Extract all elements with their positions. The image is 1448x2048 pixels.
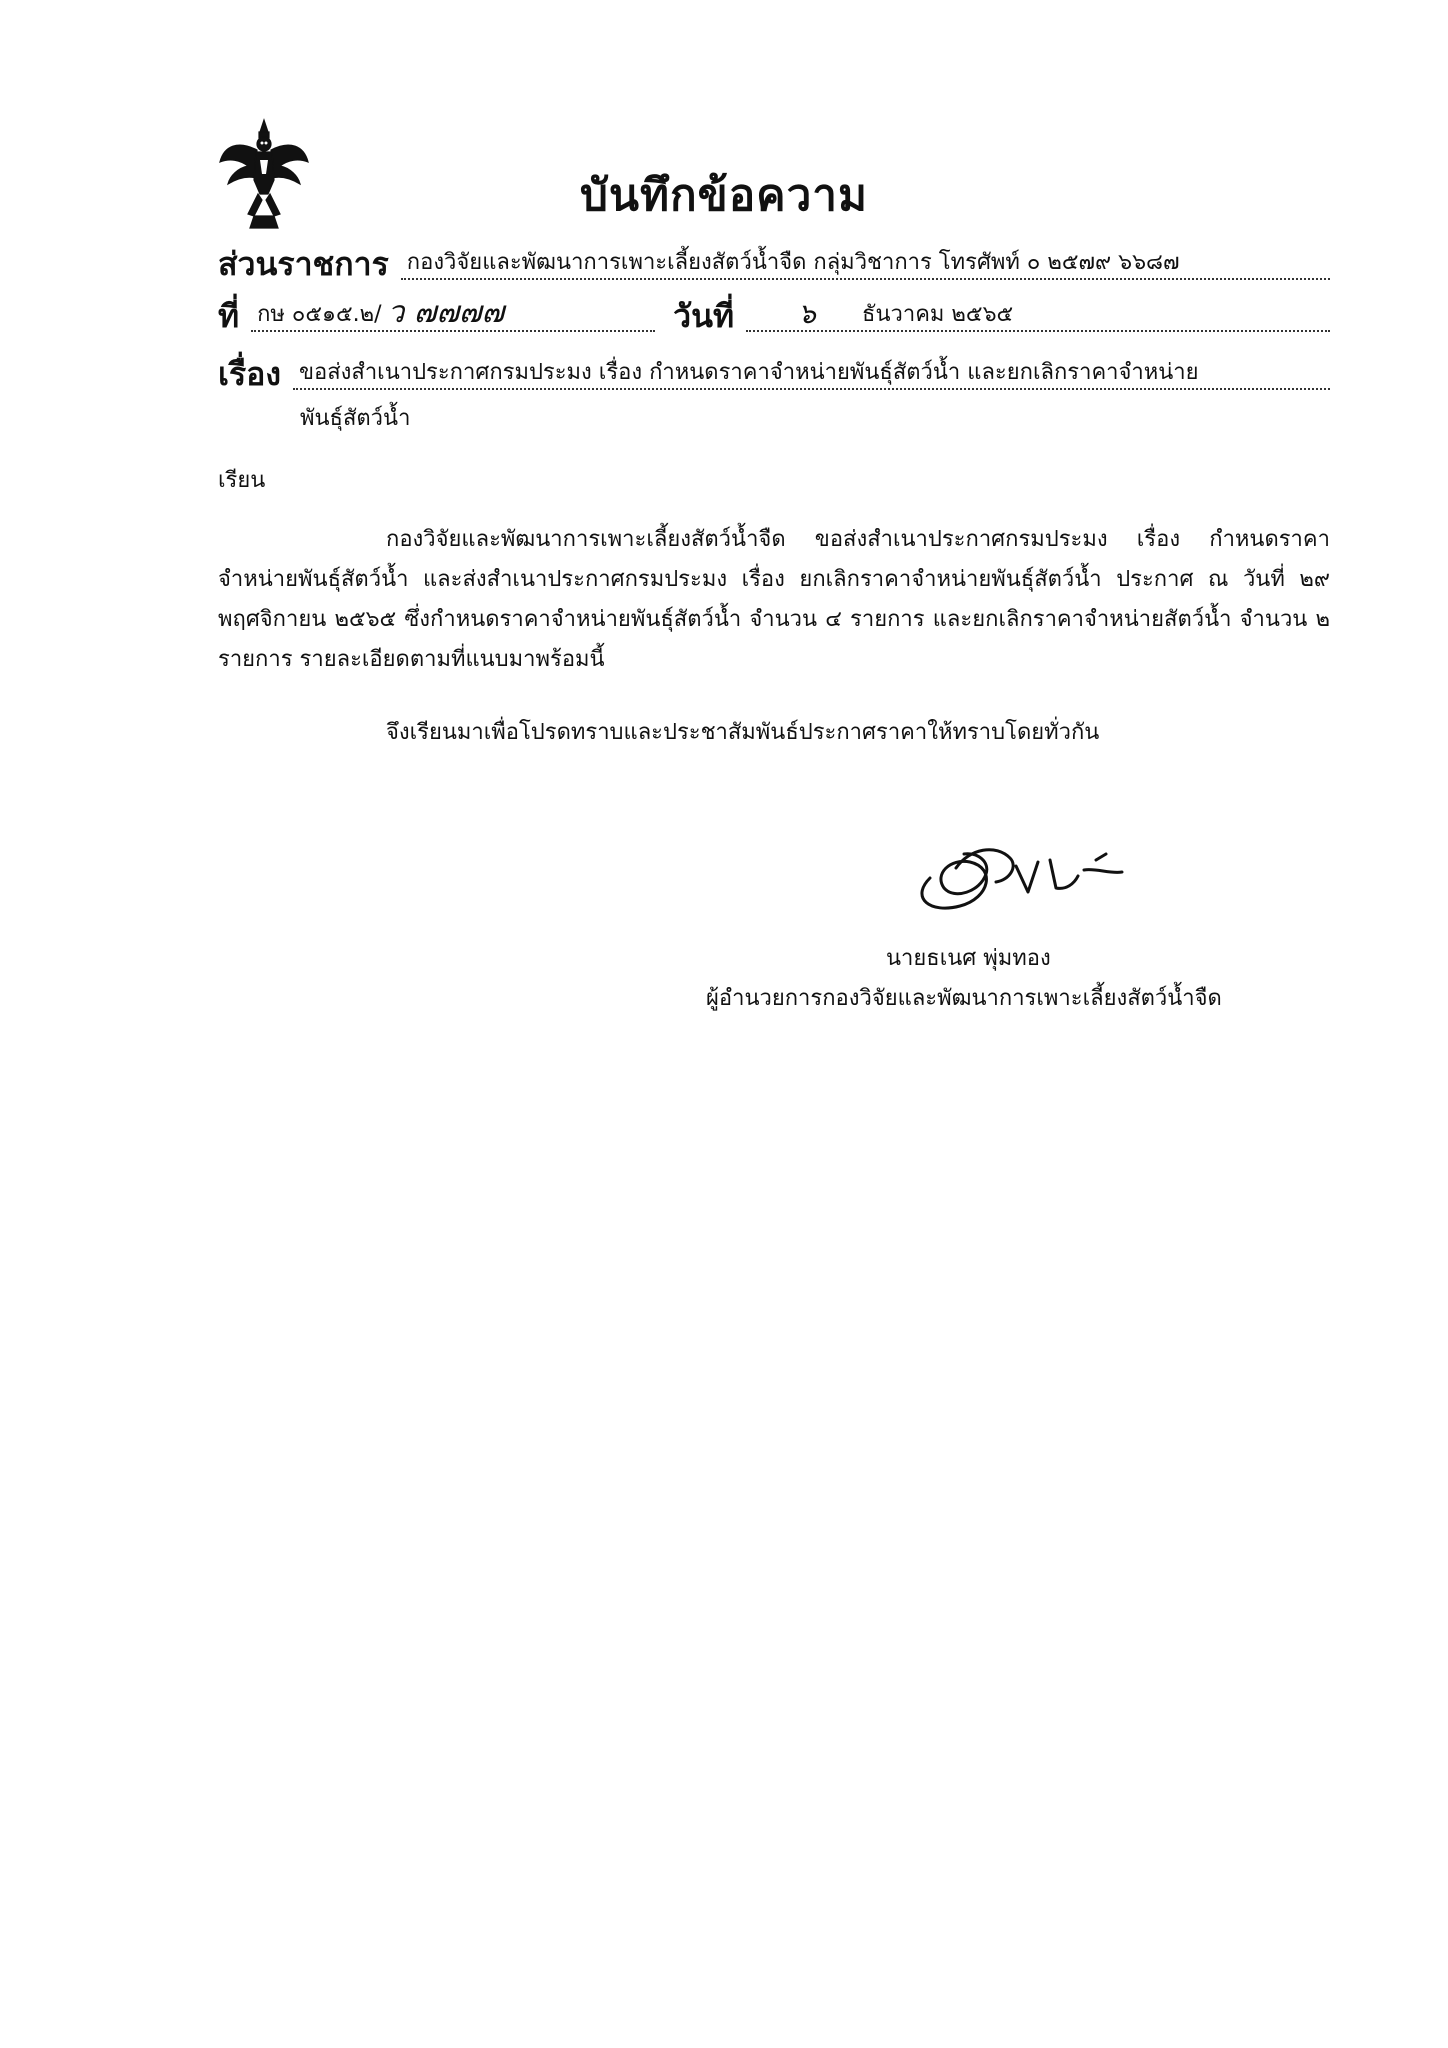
handwritten-signature — [900, 818, 1130, 918]
number-date-row — [218, 284, 1330, 335]
agency-label: ส่วนราชการ — [218, 245, 389, 283]
date-field — [746, 296, 1330, 332]
subject-row — [218, 342, 1330, 393]
subject-line-2: พันธุ์สัตว์น้ำ — [300, 406, 411, 431]
subject-label: เรื่อง — [218, 355, 281, 393]
handwritten-day: ๖ — [798, 296, 816, 330]
body-paragraph — [218, 520, 1330, 680]
subject-line-1: ขอส่งสำเนาประกาศกรมประมง เรื่อง กำหนดราคาจำหน่ายพันธุ์สัตว์น้ำ และยกเลิกราคาจำหน่าย — [293, 362, 1330, 390]
date-label: วันที่ — [673, 297, 735, 335]
agency-row — [218, 232, 1330, 283]
closing-line: จึงเรียนมาเพื่อโปรดทราบและประชาสัมพันธ์ประกาศราคาให้ทราบโดยทั่วกัน — [386, 720, 1100, 745]
signer-name: นายธเนศ พุ่มทอง — [886, 946, 1051, 971]
agency-value: กองวิจัยและพัฒนาการเพาะเลี้ยงสัตว์น้ำจืด กลุ่มวิชาการ โทรศัพท์ ๐ ๒๕๗๙ ๖๖๘๗ — [401, 252, 1330, 280]
signer-position: ผู้อำนวยการกองวิจัยและพัฒนาการเพาะเลี้ยงสัตว์น้ำจืด — [706, 986, 1222, 1011]
number-value: กษ ๐๕๑๕.๒/ — [257, 302, 382, 327]
body-text: กองวิจัยและพัฒนาการเพาะเลี้ยงสัตว์น้ำจืด ขอส่งสำเนาประกาศกรมประมง เรื่อง กำหนดราคาจำหน่ายพันธุ์สัตว์น้ำ และส่งสำเนาประกาศกรมประมง เรื่อง ยกเลิกราคาจำหน่ายพันธุ์สัตว์น้ำ ประกาศ ณ วันที่ ๒๙ พฤศจิกายน ๒๕๖๕ ซึ่งกำหนดราคาจำหน่ายพันธุ์สัตว์น้ำ จำนวน ๔ รายการ และยกเลิกราคาจำหน่ายสัตว์น้ำ จำนวน ๒ รายการ รายละเอียดตามที่แนบมาพร้อมนี้ — [218, 527, 1330, 672]
handwritten-number: ว ๗๗๗๗ — [387, 295, 505, 330]
number-field — [251, 295, 655, 332]
memo-title: บันทึกข้อความ — [579, 170, 868, 221]
number-label: ที่ — [218, 297, 240, 335]
salutation: เรียน — [218, 468, 266, 493]
date-month-year: ธันวาคม ๒๕๖๕ — [862, 302, 1014, 327]
